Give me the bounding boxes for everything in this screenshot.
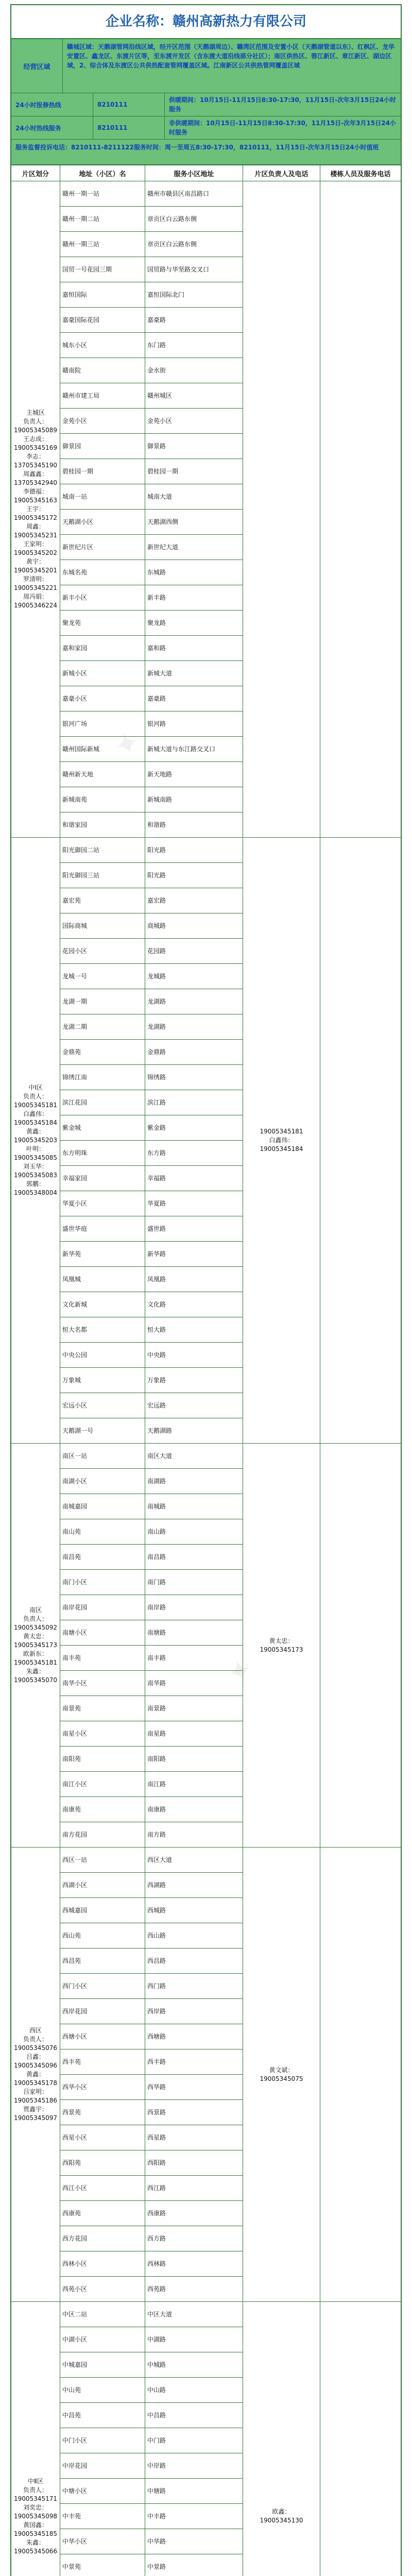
address-cell: 中华路 [145,2529,243,2554]
repair-hotline-note: 供暖期间：10月15日-11月15日8:30-17:30，11月15日-次年3月15日24小时服务 [165,93,401,116]
address-cell: 南昌路 [145,1545,243,1570]
community-cell: 华夏小区 [60,1191,145,1216]
community-cell: 南岸花园 [60,1595,145,1620]
heating-service-sheet [10,4,402,2576]
community-cell: 东城名苑 [60,560,145,585]
header-service-staff: 楼栋人员及服务电话 [330,170,391,178]
community-cell: 嘉和家园 [60,636,145,661]
community-cell: 南阳苑 [60,1747,145,1772]
repair-hotline-row [11,93,401,116]
address-cell: 章贡区白云路东侧 [145,232,243,257]
address-cell: 西山路 [145,1923,243,1948]
staff-column [320,181,401,2576]
community-cell: 和谐家园 [60,812,145,838]
community-cell: 南华小区 [60,1671,145,1696]
address-cell: 华夏路 [145,1191,243,1216]
community-cell: 中城嘉园 [60,2352,145,2378]
address-cell: 嘉豪路 [145,686,243,711]
community-cell: 新华苑 [60,1242,145,1267]
manager-cell: 黄文斌： 19005345075 [243,1848,320,2302]
community-cell: 南康苑 [60,1797,145,1822]
header-community: 地址（小区）名 [60,165,145,181]
address-cell: 西苑路 [145,2277,243,2302]
community-cell: 嘉豪国际花园 [60,308,145,333]
header-address: 服务小区地址 [145,165,243,181]
address-cell: 西塘路 [145,2024,243,2049]
community-cell: 赣州一期一站 [60,181,145,207]
community-cell: 西区一站 [60,1848,145,1873]
address-cell: 金水街 [145,358,243,383]
community-cell: 嘉豪小区 [60,686,145,711]
address-cell: 和谐路 [145,812,243,838]
address-column [145,181,243,2576]
community-cell: 中央公园 [60,1343,145,1368]
address-cell: 西门路 [145,1974,243,1999]
address-cell: 万象路 [145,1368,243,1393]
community-cell: 中岸花园 [60,2453,145,2479]
watermark: ✦ [222,1650,259,1693]
address-cell: 锦绣路 [145,1065,243,1090]
manager-column [243,181,320,2576]
address-cell: 幸福路 [145,1166,243,1191]
community-cell: 南江小区 [60,1772,145,1797]
community-cell: 花园小区 [60,939,145,964]
address-cell: 西华路 [145,2075,243,2100]
address-cell: 东城路 [145,560,243,585]
header-manager: 片区负责人及电话 [243,165,320,181]
community-cell: 西城嘉园 [60,1898,145,1923]
community-cell: 西阳苑 [60,2150,145,2176]
address-cell: 中湖路 [145,2327,243,2352]
community-cell: 新世纪片区 [60,535,145,560]
district-cell: 西区 负责人： 19005345076 吕鑫： 19005345096 黄鑫： 19005345178 吕家明： 19005345186 贾鑫宇： 19005345097 [11,1848,60,2302]
community-cell: 西景苑 [60,2100,145,2125]
address-cell: 南江路 [145,1772,243,1797]
community-cell: 赣州一期三站 [60,232,145,257]
community-cell: 新城南苑 [60,787,145,812]
address-cell: 新世纪大道 [145,535,243,560]
address-cell: 南区大道 [145,1444,243,1469]
address-cell: 西景路 [145,2100,243,2125]
address-cell: 赣州市赣县区南昌路口 [145,181,243,207]
address-cell: 御景路 [145,434,243,459]
address-cell: 中丰路 [145,2504,243,2529]
service-hours-number[interactable]: 8210111 [93,116,165,139]
address-cell: 西方路 [145,2226,243,2251]
address-cell: 西昌路 [145,1948,243,1974]
staff-cell [320,1848,401,2302]
community-cell: 龙城一号 [60,964,145,989]
address-cell: 西星路 [145,2125,243,2150]
community-cell: 幸福家园 [60,1166,145,1191]
district-cell: 中Ⅱ区 负责人： 19005345171 刘奕忠： 19005345098 黄国鑫： 19005345185 朱鑫： 19005345066 [11,2302,60,2576]
address-cell: 南康路 [145,1797,243,1822]
manager-cell: 黄太忠： 19005345173 [243,1444,320,1848]
address-cell: 阳光路 [145,863,243,888]
header-district: 片区划分 [11,165,60,181]
community-cell: 文化新城 [60,1292,145,1317]
community-cell: 碧桂园一期 [60,459,145,484]
community-cell: 银河广场 [60,711,145,737]
community-cell: 新城小区 [60,661,145,686]
address-cell: 南星路 [145,1721,243,1747]
community-cell: 御景园 [60,434,145,459]
address-cell: 天鹅湖路 [145,1418,243,1444]
community-cell: 万象城 [60,1368,145,1393]
address-cell: 中岸路 [145,2453,243,2479]
address-cell: 西丰路 [145,2049,243,2075]
community-cell: 西昌苑 [60,1948,145,1974]
community-cell: 国际商城 [60,913,145,939]
address-cell: 嘉宏路 [145,888,243,913]
community-cell: 凤凰城 [60,1267,145,1292]
community-cell: 西苑小区 [60,2277,145,2302]
community-cell: 中门小区 [60,2428,145,2453]
address-cell: 新城大道 [145,661,243,686]
service-hours-row [11,116,401,140]
community-cell: 西江小区 [60,2176,145,2201]
address-cell: 花园路 [145,939,243,964]
address-cell: 新华路 [145,1242,243,1267]
district-cell: 中Ⅰ区 负责人： 19005345181 白鑫伟： 19005345184 黄鑫： 19005345203 叶明： 19005345085 刘玉华： 19005345083 郭鹏： 19005348004 [11,838,60,1444]
community-cell: 城南一站 [60,484,145,510]
community-cell: 城东小区 [60,333,145,358]
community-cell: 赣州一期二站 [60,207,145,232]
address-cell: 国贸路与华坚路交叉口 [145,257,243,282]
service-area-label: 经营区域 [11,39,63,93]
address-cell: 宏远路 [145,1393,243,1418]
complaint-line: 服务监督投诉电话：8210111-8211122服务时间：周一至周五8:30-17:30，8210111，11月15日-次年3月15日24小时值班 [11,140,401,165]
address-cell: 龙城路 [145,964,243,989]
community-cell: 南门小区 [60,1570,145,1595]
address-cell: 南方路 [145,1822,243,1848]
service-hours-label: 24小时热线服务 [11,116,93,139]
community-cell: 聚龙苑 [60,611,145,636]
address-cell: 聚龙路 [145,611,243,636]
address-cell: 西岸路 [145,1999,243,2024]
community-cell: 阳光御园三站 [60,863,145,888]
community-cell: 南湖小区 [60,1469,145,1494]
address-cell: 西城路 [145,1898,243,1923]
community-cell: 中丰苑 [60,2504,145,2529]
community-cell: 紫金城 [60,1115,145,1141]
address-cell: 南岸路 [145,1595,243,1620]
address-cell: 西林路 [145,2251,243,2277]
staff-cell [320,181,401,838]
community-cell: 西山苑 [60,1923,145,1948]
address-cell: 文化路 [145,1292,243,1317]
community-cell: 南星小区 [60,1721,145,1747]
service-area-text: 赣城区域：天鹅湖管网沿线区域，经开区范围（天鹅湖周边）、赣湾区范围及安置小区（天鹅湖管道以东）、红枫区、龙华安置区、鑫龙区、东渡片区等，至东渡开发区（含东渡大道沿线部分社区）；南区供热区、蓉江新区、章江新区、湖边区域，2、综合体及东渡区公共供热配套管网覆盖区域。江南新区公共供热管网覆盖区域 [63,39,401,93]
community-cell: 嘉恒国际 [60,282,145,308]
staff-cell [320,838,401,1444]
address-cell: 金鼎路 [145,1040,243,1065]
address-cell: 城南大道 [145,484,243,510]
community-cell: 中湖小区 [60,2327,145,2352]
service-area-row [11,39,401,93]
community-cell: 南方花园 [60,1822,145,1848]
community-cell: 南区一站 [60,1444,145,1469]
watermark: ✦ [109,723,146,766]
address-cell: 中央路 [145,1343,243,1368]
community-cell: 西岸花园 [60,1999,145,2024]
community-cell: 西塘小区 [60,2024,145,2049]
community-cell: 中山苑 [60,2378,145,2403]
address-cell: 西区大道 [145,1848,243,1873]
district-cell: 主城区 负责人： 19005345089 王志成： 19005345169 李志： 13705345190 周鑫鑫： 13705342940 李德福： 19005345163 王宇： 19005345172 周鑫： 19005345231 王家明： 19005345202 黄宇： 19005345201 罗清明： 19005345221 周冯娟： 19005346224 [11,181,60,838]
table-header [11,165,401,181]
address-cell: 天鹅湖西侧 [145,510,243,535]
staff-cell [320,1444,401,1848]
community-cell: 赣州国际新城 [60,737,145,762]
community-cell: 宏远小区 [60,1393,145,1418]
community-cell: 龙湖二期 [60,1014,145,1040]
address-cell: 恒大路 [145,1317,243,1343]
address-cell: 东方路 [145,1141,243,1166]
community-cell: 西门小区 [60,1974,145,1999]
address-cell: 新天地路 [145,762,243,787]
address-cell: 中景路 [145,2554,243,2576]
repair-hotline-number[interactable]: 8210111 [93,93,165,116]
community-cell: 滨江花园 [60,1090,145,1115]
community-column [60,181,145,2576]
address-cell: 中门路 [145,2428,243,2453]
district-cell: 南区 负责人： 19005345092 黄太忠： 19005345173 欧新东： 19005345181 朱鑫： 19005345070 [11,1444,60,1848]
company-title: 企业名称：赣州高新热力有限公司 [11,5,401,39]
address-cell: 嘉和路 [145,636,243,661]
community-cell: 中塘小区 [60,2479,145,2504]
address-cell: 盛世路 [145,1216,243,1242]
community-cell: 新丰小区 [60,585,145,611]
community-cell: 锦绣江南 [60,1065,145,1090]
address-cell: 南阳路 [145,1747,243,1772]
manager-cell: 欧鑫： 19005345130 [243,2302,320,2576]
district-column [11,181,60,2576]
address-cell: 章贡区白云路东侧 [145,207,243,232]
community-cell: 中华小区 [60,2529,145,2554]
address-cell: 南山路 [145,1519,243,1545]
staff-cell [320,2302,401,2576]
address-cell: 紫金路 [145,1115,243,1141]
community-cell: 南昌苑 [60,1545,145,1570]
community-cell: 赣南院 [60,358,145,383]
address-cell: 嘉豪路 [145,308,243,333]
address-cell: 中塘路 [145,2479,243,2504]
manager-cell [243,181,320,838]
community-cell: 东方明珠 [60,1141,145,1166]
community-cell: 赣州新天地 [60,762,145,787]
address-cell: 西江路 [145,2176,243,2201]
community-cell: 南景苑 [60,1696,145,1721]
community-cell: 天鹅湖小区 [60,510,145,535]
community-cell: 阳光御园二站 [60,838,145,863]
address-cell: 南景路 [145,1696,243,1721]
community-cell: 西华小区 [60,2075,145,2100]
address-cell: 中山路 [145,2378,243,2403]
community-cell: 金苑小区 [60,409,145,434]
address-cell: 中昌路 [145,2403,243,2428]
address-cell: 新丰路 [145,585,243,611]
address-cell: 西康路 [145,2201,243,2226]
community-cell: 天鹅湖一号 [60,1418,145,1444]
community-cell: 国贸一号花园三期 [60,257,145,282]
manager-cell: 19005345181 白鑫伟： 19005345184 [243,838,320,1444]
address-cell: 中区大道 [145,2302,243,2327]
address-cell: 东门路 [145,333,243,358]
repair-hotline-label: 24小时报修热线 [11,93,93,116]
community-cell: 南塘小区 [60,1620,145,1646]
community-cell: 西星小区 [60,2125,145,2150]
community-cell: 西方花园 [60,2226,145,2251]
community-cell: 中昌苑 [60,2403,145,2428]
address-cell: 南塘路 [145,1620,243,1646]
community-cell: 龙湖一期 [60,989,145,1014]
address-cell: 商城路 [145,913,243,939]
community-cell: 南城嘉园 [60,1494,145,1519]
community-cell: 恒大名都 [60,1317,145,1343]
community-cell: 金鼎苑 [60,1040,145,1065]
address-cell: 新城大道与东江路交叉口 [145,737,243,762]
address-cell: 南城路 [145,1494,243,1519]
address-cell: 嘉恒国际北门 [145,282,243,308]
address-cell: 西湖路 [145,1873,243,1898]
community-cell: 中区二站 [60,2302,145,2327]
address-cell: 南华路 [145,1671,243,1696]
address-cell: 西阳路 [145,2150,243,2176]
community-cell: 中景苑 [60,2554,145,2576]
address-cell: 中城路 [145,2352,243,2378]
community-cell: 南丰苑 [60,1646,145,1671]
address-cell: 金苑小区 [145,409,243,434]
community-cell: 西丰苑 [60,2049,145,2075]
address-cell: 阳光路 [145,838,243,863]
address-cell: 银河路 [145,711,243,737]
address-cell: 新城南路 [145,787,243,812]
community-cell: 西湖小区 [60,1873,145,1898]
community-cell: 南山苑 [60,1519,145,1545]
community-cell: 嘉宏苑 [60,888,145,913]
address-cell: 南丰路 [145,1646,243,1671]
service-hours-note: 非供暖期间：10月15日-11月15日8:30-17:30，11月15日-次年3月15日24小时服务 [165,116,401,139]
address-cell: 龙湖路 [145,1014,243,1040]
address-cell: 滨江路 [145,1090,243,1115]
address-cell: 赣州城区 [145,383,243,409]
address-cell: 碧桂园一期 [145,459,243,484]
community-cell: 赣州市建工局 [60,383,145,409]
address-cell: 凤凰路 [145,1267,243,1292]
community-cell: 盛世华庭 [60,1216,145,1242]
community-cell: 西康苑 [60,2201,145,2226]
address-cell: 龙湖路 [145,989,243,1014]
service-table [11,181,401,2576]
address-cell: 南门路 [145,1570,243,1595]
address-cell: 南湖路 [145,1469,243,1494]
community-cell: 西林小区 [60,2251,145,2277]
